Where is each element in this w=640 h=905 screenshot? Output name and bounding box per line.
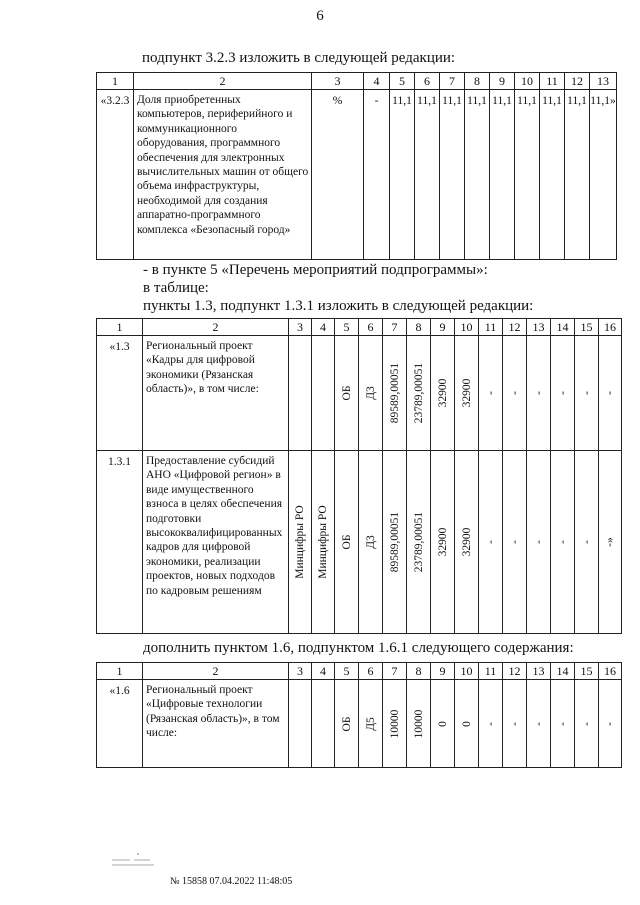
header-cell: 8 xyxy=(407,319,431,336)
row-description: Региональный проект «Цифровые технологии (Рязанская область)», в том числе: xyxy=(143,680,289,768)
dash-value: - xyxy=(580,391,593,395)
year-value-cell xyxy=(599,336,622,451)
year-value-cell xyxy=(551,680,575,768)
intro-point-16: дополнить пунктом 1.6, подпунктом 1.6.1 следующего содержания: xyxy=(143,640,574,656)
header-cell: 13 xyxy=(527,663,551,680)
header-cell: 13 xyxy=(590,73,617,90)
executor-cell xyxy=(289,680,312,768)
header-cell: 5 xyxy=(335,663,359,680)
budget-source-text: ОБ xyxy=(340,385,353,401)
code-cell xyxy=(359,451,383,634)
executor-text: Минцифры РО xyxy=(293,505,306,579)
dash-value: - xyxy=(556,391,569,395)
dash-value: - xyxy=(580,540,593,544)
in-table-line: в таблице: xyxy=(143,280,209,296)
cell-col4: - xyxy=(364,90,390,260)
executor-cell xyxy=(289,336,312,451)
year-value: 0 xyxy=(460,720,473,727)
table-measures-16 xyxy=(96,662,622,768)
number-sign: № xyxy=(170,876,180,887)
year-value-cell xyxy=(479,451,503,634)
dash-value: - xyxy=(532,540,545,544)
code-text: Д3 xyxy=(364,386,377,400)
header-cell: 6 xyxy=(415,73,440,90)
year-value-cell xyxy=(407,336,431,451)
total-cell xyxy=(383,336,407,451)
header-cell: 15 xyxy=(575,663,599,680)
header-cell: 9 xyxy=(431,663,455,680)
row-number: «1.3 xyxy=(97,336,143,451)
total-value: 89589,00051 xyxy=(388,511,401,573)
table-row xyxy=(97,90,617,260)
year-value-cell xyxy=(503,336,527,451)
header-cell: 12 xyxy=(503,319,527,336)
header-cell: 7 xyxy=(383,319,407,336)
total-value: 10000 xyxy=(388,709,401,738)
header-cell: 3 xyxy=(312,73,364,90)
point5-heading: - в пункте 5 «Перечень мероприятий подпрограммы»: xyxy=(143,262,488,278)
header-cell: 2 xyxy=(143,319,289,336)
header-cell: 9 xyxy=(490,73,515,90)
year-value: 32900 xyxy=(460,378,473,408)
budget-source-cell xyxy=(335,336,359,451)
document-registration-info: 15858 07.04.2022 11:48:05 xyxy=(182,876,293,887)
table-row xyxy=(97,680,622,768)
coexecutor-cell xyxy=(312,336,335,451)
header-cell: 4 xyxy=(312,319,335,336)
header-cell: 1 xyxy=(97,663,143,680)
code-text: Д3 xyxy=(364,535,377,549)
year-value-cell xyxy=(575,680,599,768)
header-cell: 4 xyxy=(312,663,335,680)
dash-value: - xyxy=(556,540,569,544)
value-cell: 11,1 xyxy=(490,90,515,260)
header-cell: 11 xyxy=(479,319,503,336)
value-cell: 11,1 xyxy=(565,90,590,260)
header-cell: 2 xyxy=(134,73,312,90)
dash-value: - xyxy=(556,721,569,726)
year-value: 23789,00051 xyxy=(412,511,425,573)
header-cell: 1 xyxy=(97,319,143,336)
header-cell: 10 xyxy=(515,73,540,90)
header-cell: 12 xyxy=(503,663,527,680)
header-cell: 4 xyxy=(364,73,390,90)
table-row xyxy=(97,451,622,634)
year-value-cell xyxy=(599,451,622,634)
header-cell: 2 xyxy=(143,663,289,680)
row-description: Доля приобретенных компьютеров, периферийного и коммуникационного оборудования, программного обеспечения для электронных вычислительных машин от общего объема инфраструктуры, необходимой для создания аппаратно-программного комплекса «Безопасный город» xyxy=(134,90,312,260)
header-cell: 16 xyxy=(599,319,622,336)
coexecutor-cell xyxy=(312,680,335,768)
header-cell: 3 xyxy=(289,319,312,336)
executor-cell xyxy=(289,451,312,634)
dash-value: - xyxy=(580,721,593,726)
year-value: 0 xyxy=(436,720,449,727)
budget-source-text: ОБ xyxy=(340,534,353,550)
dash-value: - xyxy=(532,391,545,395)
year-value-cell xyxy=(407,680,431,768)
year-value-cell xyxy=(599,680,622,768)
year-value: 10000 xyxy=(412,709,425,738)
row-description: Предоставление субсидий АНО «Цифровой регион» в виде имущественного взноса в целях обеспечения подготовки высококвалифицированных кадров для цифровой экономики, реализации проектов, новых подходов по кадровым решениям xyxy=(143,451,289,634)
year-value: 32900 xyxy=(436,378,449,408)
coexecutor-text: Минцифры РО xyxy=(316,505,329,579)
value-cell: 11,1 xyxy=(540,90,565,260)
header-cell: 5 xyxy=(390,73,415,90)
dash-value: - xyxy=(603,391,616,395)
year-value-cell xyxy=(431,336,455,451)
year-value-cell xyxy=(455,680,479,768)
page-number: 6 xyxy=(316,8,324,24)
dash-value: -» xyxy=(603,537,616,547)
dash-value: - xyxy=(484,721,497,726)
budget-source-cell xyxy=(335,451,359,634)
dash-value: - xyxy=(508,721,521,726)
header-cell: 7 xyxy=(383,663,407,680)
year-value-cell xyxy=(551,336,575,451)
header-cell: 5 xyxy=(335,319,359,336)
registration-stamp xyxy=(110,852,156,870)
year-value-cell xyxy=(575,336,599,451)
year-value-cell xyxy=(503,680,527,768)
year-value-cell xyxy=(527,336,551,451)
header-cell: 6 xyxy=(359,663,383,680)
intro-points-13: пункты 1.3, подпункт 1.3.1 изложить в следующей редакции: xyxy=(143,298,534,314)
row-number: «1.6 xyxy=(97,680,143,768)
header-cell: 1 xyxy=(97,73,134,90)
year-value-cell xyxy=(479,680,503,768)
dash-value: - xyxy=(508,391,521,395)
dash-value: - xyxy=(532,721,545,726)
total-cell xyxy=(383,680,407,768)
coexecutor-cell xyxy=(312,451,335,634)
header-cell: 16 xyxy=(599,663,622,680)
budget-source-cell xyxy=(335,680,359,768)
total-value: 89589,00051 xyxy=(388,362,401,424)
header-cell: 3 xyxy=(289,663,312,680)
document-footer xyxy=(170,876,292,887)
budget-source-text: ОБ xyxy=(340,716,353,731)
header-cell: 8 xyxy=(465,73,490,90)
header-cell: 8 xyxy=(407,663,431,680)
stamp-marks-icon xyxy=(110,852,156,870)
year-value-cell xyxy=(575,451,599,634)
header-cell: 13 xyxy=(527,319,551,336)
header-cell: 14 xyxy=(551,319,575,336)
table-measures-13 xyxy=(96,318,622,634)
year-value-cell xyxy=(551,451,575,634)
year-value-cell xyxy=(503,451,527,634)
total-cell xyxy=(383,451,407,634)
value-cell: 11,1 xyxy=(515,90,540,260)
value-cell: 11,1 xyxy=(440,90,465,260)
code-cell xyxy=(359,336,383,451)
unit-cell: % xyxy=(312,90,364,260)
row-number: 1.3.1 xyxy=(97,451,143,634)
header-cell: 11 xyxy=(540,73,565,90)
year-value: 32900 xyxy=(460,527,473,557)
row-number: «3.2.3 xyxy=(97,90,134,260)
header-cell: 14 xyxy=(551,663,575,680)
value-cell: 11,1 xyxy=(415,90,440,260)
year-value-cell xyxy=(455,336,479,451)
header-cell: 10 xyxy=(455,319,479,336)
table-indicator-323 xyxy=(96,72,617,260)
value-cell: 11,1» xyxy=(590,90,617,260)
table-header-row xyxy=(97,663,622,680)
header-cell: 6 xyxy=(359,319,383,336)
dash-value: - xyxy=(484,391,497,395)
year-value-cell xyxy=(407,451,431,634)
value-cell: 11,1 xyxy=(390,90,415,260)
table-row xyxy=(97,336,622,451)
year-value: 32900 xyxy=(436,527,449,557)
year-value-cell xyxy=(431,680,455,768)
year-value-cell xyxy=(527,451,551,634)
year-value-cell xyxy=(479,336,503,451)
header-cell: 7 xyxy=(440,73,465,90)
row-description: Региональный проект «Кадры для цифровой экономики (Рязанская область)», в том числе: xyxy=(143,336,289,451)
table-header-row xyxy=(97,73,617,90)
header-cell: 12 xyxy=(565,73,590,90)
header-cell: 15 xyxy=(575,319,599,336)
dash-value: - xyxy=(508,540,521,544)
table-header-row xyxy=(97,319,622,336)
year-value: 23789,00051 xyxy=(412,362,425,424)
header-cell: 11 xyxy=(479,663,503,680)
code-cell xyxy=(359,680,383,768)
dash-value: - xyxy=(484,540,497,544)
year-value-cell xyxy=(431,451,455,634)
value-cell: 11,1 xyxy=(465,90,490,260)
intro-subpoint-323: подпункт 3.2.3 изложить в следующей редакции: xyxy=(142,50,456,66)
header-cell: 10 xyxy=(455,663,479,680)
year-value-cell xyxy=(527,680,551,768)
code-text: Д5 xyxy=(364,716,377,731)
year-value-cell xyxy=(455,451,479,634)
dash-value: - xyxy=(603,721,616,726)
header-cell: 9 xyxy=(431,319,455,336)
